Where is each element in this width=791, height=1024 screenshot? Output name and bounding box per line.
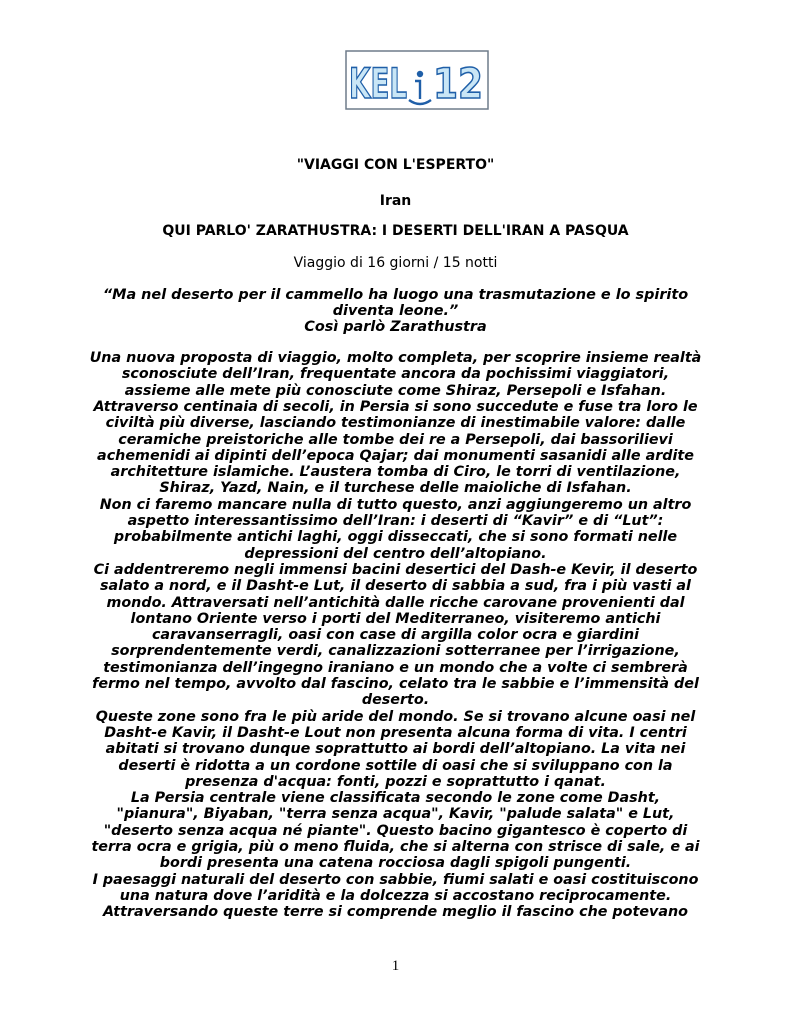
body-line: Una nuova proposta di viaggio, molto completa, per scoprire insieme realtà — [89, 350, 702, 366]
kel12-logo-graphic — [345, 50, 489, 110]
body-line: Non ci faremo mancare nulla di tutto questo, anzi aggiungeremo un altro — [99, 496, 692, 513]
epigraph-line: “Ma nel deserto per il cammello ha luogo una trasmutazione e lo spirito — [102, 287, 689, 303]
epigraph-attribution: Così parlò Zarathustra — [304, 319, 487, 335]
body-line: I paesaggi naturali del deserto con sabbie, fiumi salati e oasi costituiscono — [92, 871, 699, 888]
body-line: Attraversando queste terre si comprende meglio il fascino che potevano — [103, 904, 688, 921]
body-line: sconosciute dell’Iran, frequentate ancora da pochissimi viaggiatori, — [121, 366, 670, 383]
body-line: civiltà più diverse, lasciando testimonianze di inestimabile valore: dalle — [105, 415, 686, 432]
body-line: testimonianza dell’ingegno iraniano e un mondo che a volte ci sembrerà — [103, 659, 688, 676]
body-line: "pianura", Biyaban, "terra senza acqua", Kavir, "palude salata" e Lut, — [116, 806, 675, 823]
body-line: achemenidi ai dipinti dell’epoca Qajar; dai monumenti sasanidi alle ardite — [97, 447, 694, 464]
body-line: La Persia centrale viene classificata secondo le zone come Dasht, — [130, 790, 661, 807]
body-line: Queste zone sono fra le più aride del mondo. Se si trovano alcune oasi nel — [95, 708, 696, 725]
kel12-logo — [345, 50, 489, 110]
body-line: aspetto interessantissimo dell’Iran: i deserti di “Kavir” e di “Lut”: — [127, 513, 664, 529]
body-line: Attraverso centinaia di secoli, in Persia si sono succedute e fuse tra loro le — [93, 398, 698, 415]
page-number: 1 — [391, 958, 400, 974]
body-line: presenza d'acqua: fonti, pozzi e soprattutto i qanat. — [185, 773, 606, 790]
body-line: terra ocra e grigia, più o meno fluida, che si alterna con strisce di sale, e ai — [91, 839, 700, 855]
body-line: deserto. — [361, 692, 430, 709]
body-line: ceramiche preistoriche alle tombe dei re a Persepoli, dai bassorilievi — [118, 431, 673, 448]
body-line: salato a nord, e il Dasht-e Lut, il deserto di sabbia a sud, fra i più vasti al — [100, 578, 691, 595]
trip-title: QUI PARLO' ZARATHUSTRA: I DESERTI DELL'IRAN A PASQUA — [162, 223, 629, 239]
body-line: sorprendentemente verdi, canalizzazioni sotterranee per l’irrigazione, — [111, 643, 680, 660]
body-line: "deserto senza acqua né piante". Questo bacino gigantesco è coperto di — [103, 822, 688, 839]
body-line: depressioni del centro dell’altopiano. — [244, 545, 547, 562]
body-line: fermo nel tempo, avvolto dal fascino, celato tra le sabbie e l’immensità del — [92, 676, 699, 692]
body-line: architetture islamiche. L’austera tomba di Ciro, le torri di ventilazione, — [110, 464, 681, 481]
series-heading: "VIAGGI CON L'ESPERTO" — [296, 157, 495, 173]
body-line: Shiraz, Yazd, Nain, e il turchese delle maioliche di Isfahan. — [159, 480, 632, 497]
body-line: assieme alle mete più conosciute come Shiraz, Persepoli e Isfahan. — [124, 382, 667, 399]
logo-text-right: 12 — [433, 59, 483, 108]
body-line: probabilmente antichi laghi, oggi disseccati, che si sono formati nelle — [113, 529, 678, 546]
country-heading: Iran — [379, 193, 412, 209]
body-line: Ci addentreremo negli immensi bacini desertici del Dash-e Kevir, il deserto — [93, 561, 698, 578]
body-line: deserti è ridotta a un cordone sottile di oasi che si sviluppano con la — [118, 757, 673, 774]
body-line: mondo. Attraversati nell’antichità dalle ricche carovane provenienti dal — [106, 594, 685, 611]
body-line: Dasht-e Kavir, il Dasht-e Lout non presenta alcuna forma di vita. I centri — [104, 724, 687, 741]
body-line: caravanserragli, oasi con case di argilla color ocra e giardini — [151, 627, 640, 644]
body-line: una natura dove l’aridità e la dolcezza si accostano reciprocamente. — [119, 887, 672, 904]
trip-duration: Viaggio di 16 giorni / 15 notti — [293, 255, 498, 271]
body-line: lontano Oriente verso i porti del Mediterraneo, visiteremo antichi — [130, 610, 661, 627]
epigraph-line: diventa leone.” — [332, 303, 459, 319]
body-line: bordi presenta una catena rocciosa dagli spigoli pungenti. — [159, 855, 632, 872]
logo-text-left: KEL — [349, 59, 407, 108]
body-line: abitati si trovano dunque soprattutto ai bordi dell’altopiano. La vita nei — [105, 741, 686, 758]
